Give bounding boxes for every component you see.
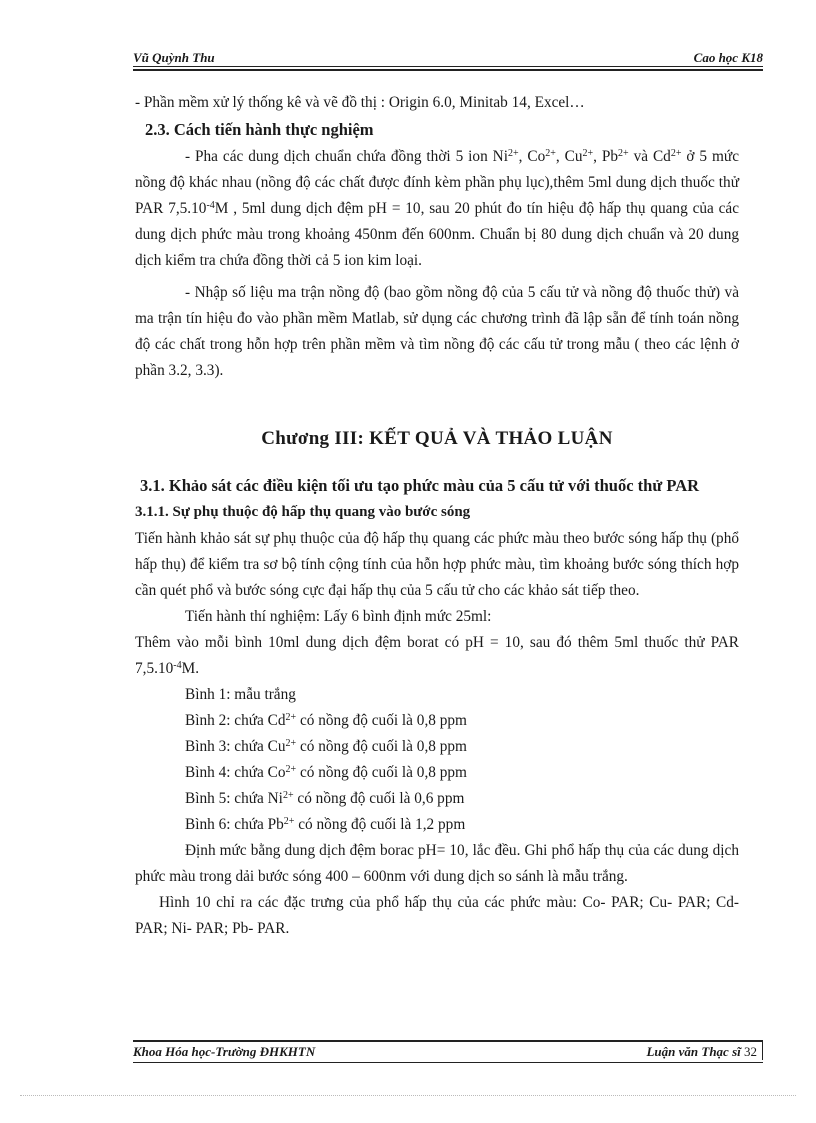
header-rule-thick bbox=[133, 69, 763, 71]
section-2-3-paragraph-2: - Nhập số liệu ma trận nồng độ (bao gồm nồng độ của 5 cấu tử và nồng độ thuốc thử) và ma trận tín hiệu đo vào phần mềm Matlab, sử dụng các chương trình đã lập sẵn để tính toán nồng độ các chất trong hỗn hợp trên phần mềm và tìm nồng độ các cấu tử trong mẫu ( theo các lệnh ở phần 3.2, 3.3). bbox=[135, 284, 739, 379]
section-3-1-1-paragraph: Tiến hành khảo sát sự phụ thuộc của độ hấp thụ quang các phức màu theo bước sóng hấp thụ (phổ hấp thụ) để kiểm tra sơ bộ tính cộng tính của hỗn hợp phức màu, tìm khoảng bước sóng thích hợp cần quét phổ và bước sóng cực đại hấp thụ của 5 cấu tử cho các khảo sát tiếp theo. bbox=[135, 530, 739, 599]
footer-thesis: Luận văn Thạc sĩ 32 bbox=[646, 1044, 757, 1059]
add-reagent-paragraph: Thêm vào mỗi bình 10ml dung dịch đệm borat có pH = 10, sau đó thêm 5ml thuốc thử PAR $7,5.10^{-4}M$. bbox=[135, 634, 739, 677]
dilution-paragraph: Định mức bằng dung dịch đệm borac pH= 10, lắc đều. Ghi phổ hấp thụ của các dung dịch phức màu trong dải bước sóng 400 – 600nm với dung dịch so sánh là mẫu trắng. bbox=[135, 842, 739, 885]
flask-1: Bình 1: mẫu trắng bbox=[185, 686, 296, 703]
header-program: Cao học K18 bbox=[693, 50, 763, 65]
chapter-heading: Chương III: KẾT QUẢ VÀ THẢO LUẬN bbox=[261, 428, 613, 449]
header-author: Vũ Quỳnh Thu bbox=[133, 50, 215, 65]
section-2-3-paragraph-1: - Pha các dung dịch chuẩn chứa đồng thời 5 ion $Ni^{2+}$, $Co^{2+}$, $Cu^{2+}$, $Pb^{2+}$ và $Cd^{2+}$ ở 5 mức nồng độ khác nhau (nồng độ các chất được đính kèm phần phụ lục),thêm 5ml dung dịch thuốc thử PAR $7,5.10^{-4}M$ , 5ml dung dịch đệm pH = 10, sau 20 phút đo tín hiệu độ hấp thụ quang của các dung dịch phức màu trong khoảng 450nm đến 600nm. Chuẩn bị 80 dung dịch chuẩn và 20 dung dịch kiểm tra chứa đồng thời cả 5 ion kim loại. bbox=[135, 148, 739, 269]
section-3-1-heading: 3.1. Khảo sát các điều kiện tối ưu tạo phức màu của 5 cấu tử với thuốc thử PAR bbox=[140, 476, 700, 495]
section-3-1-1-heading: 3.1.1. Sự phụ thuộc độ hấp thụ quang vào bước sóng bbox=[135, 504, 471, 520]
flask-6: Bình 6: chứa $Pb^{2+}$ có nồng độ cuối là 1,2 ppm bbox=[185, 816, 466, 833]
figure-10-paragraph: Hình 10 chỉ ra các đặc trưng của phổ hấp thụ của các phức màu: Co- PAR; Cu- PAR; Cd- PAR; Ni- PAR; Pb- PAR. bbox=[135, 894, 739, 937]
flask-3: Bình 3: chứa $Cu^{2+}$ có nồng độ cuối là 0,8 ppm bbox=[185, 738, 467, 755]
flask-4: Bình 4: chứa $Co^{2+}$ có nồng độ cuối là 0,8 ppm bbox=[185, 764, 467, 781]
footer-rule bbox=[133, 1040, 763, 1042]
page-footer bbox=[133, 1044, 763, 1060]
header-rule bbox=[133, 66, 763, 67]
page-bottom-dotted-line bbox=[20, 1095, 796, 1096]
footer-rule-bottom bbox=[133, 1062, 763, 1063]
software-line: - Phần mềm xử lý thống kê và vẽ đồ thị : Origin 6.0, Minitab 14, Excel… bbox=[135, 94, 585, 111]
page-body bbox=[135, 90, 739, 384]
page-header bbox=[133, 50, 763, 66]
section-2-3-heading: 2.3. Cách tiến hành thực nghiệm bbox=[145, 120, 374, 139]
flask-5: Bình 5: chứa $Ni^{2+}$ có nồng độ cuối là 0,6 ppm bbox=[185, 790, 465, 807]
page-number: 32 bbox=[744, 1044, 757, 1059]
flask-2: Bình 2: chứa $Cd^{2+}$ có nồng độ cuối là 0,8 ppm bbox=[185, 712, 467, 729]
experiment-line: Tiến hành thí nghiệm: Lấy 6 bình định mức 25ml: bbox=[185, 608, 492, 625]
section-3-1 bbox=[135, 476, 739, 942]
footer-faculty: Khoa Hóa học-Trường ĐHKHTN bbox=[133, 1044, 316, 1059]
